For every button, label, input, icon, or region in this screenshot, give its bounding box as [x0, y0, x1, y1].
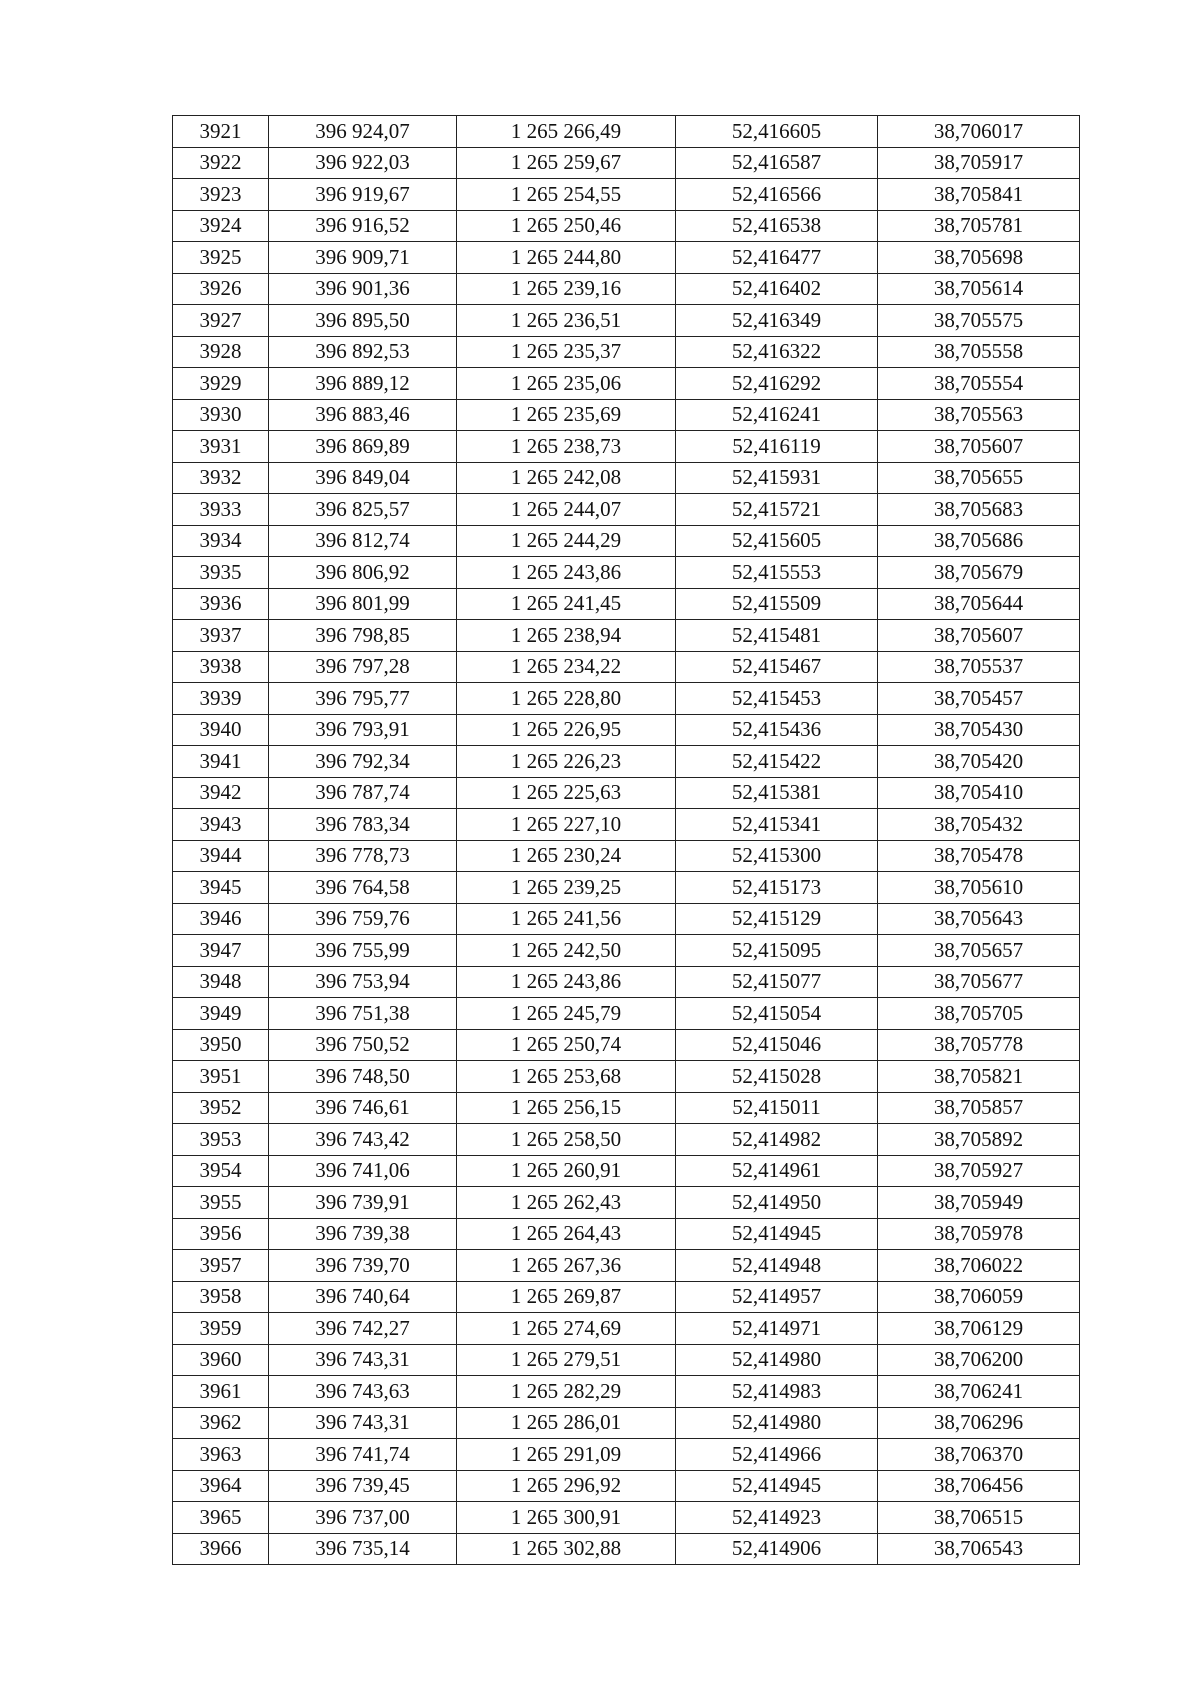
- longitude-cell: 38,705655: [878, 462, 1080, 494]
- table-row: [173, 1218, 1080, 1250]
- table-row: [173, 1187, 1080, 1219]
- latitude-cell: 52,414923: [676, 1502, 878, 1534]
- x-coordinate-cell: 396 739,45: [269, 1470, 457, 1502]
- table-row: [173, 1029, 1080, 1061]
- latitude-cell: 52,415481: [676, 620, 878, 652]
- longitude-cell: 38,705410: [878, 777, 1080, 809]
- x-coordinate-cell: 396 739,91: [269, 1187, 457, 1219]
- point-number-cell: 3950: [173, 1029, 269, 1061]
- latitude-cell: 52,414971: [676, 1313, 878, 1345]
- table-row: [173, 777, 1080, 809]
- latitude-cell: 52,416566: [676, 179, 878, 211]
- y-coordinate-cell: 1 265 250,46: [457, 210, 676, 242]
- point-number-cell: 3937: [173, 620, 269, 652]
- latitude-cell: 52,414966: [676, 1439, 878, 1471]
- x-coordinate-cell: 396 892,53: [269, 336, 457, 368]
- longitude-cell: 38,705563: [878, 399, 1080, 431]
- point-number-cell: 3952: [173, 1092, 269, 1124]
- y-coordinate-cell: 1 265 234,22: [457, 651, 676, 683]
- y-coordinate-cell: 1 265 258,50: [457, 1124, 676, 1156]
- latitude-cell: 52,415095: [676, 935, 878, 967]
- x-coordinate-cell: 396 801,99: [269, 588, 457, 620]
- point-number-cell: 3959: [173, 1313, 269, 1345]
- latitude-cell: 52,416587: [676, 147, 878, 179]
- latitude-cell: 52,415381: [676, 777, 878, 809]
- x-coordinate-cell: 396 922,03: [269, 147, 457, 179]
- y-coordinate-cell: 1 265 244,07: [457, 494, 676, 526]
- y-coordinate-cell: 1 265 256,15: [457, 1092, 676, 1124]
- table-row: [173, 273, 1080, 305]
- latitude-cell: 52,416538: [676, 210, 878, 242]
- longitude-cell: 38,706543: [878, 1533, 1080, 1565]
- x-coordinate-cell: 396 783,34: [269, 809, 457, 841]
- table-row: [173, 872, 1080, 904]
- table-row: [173, 1376, 1080, 1408]
- point-number-cell: 3931: [173, 431, 269, 463]
- x-coordinate-cell: 396 741,06: [269, 1155, 457, 1187]
- x-coordinate-cell: 396 737,00: [269, 1502, 457, 1534]
- longitude-cell: 38,705677: [878, 966, 1080, 998]
- x-coordinate-cell: 396 746,61: [269, 1092, 457, 1124]
- point-number-cell: 3945: [173, 872, 269, 904]
- x-coordinate-cell: 396 883,46: [269, 399, 457, 431]
- table-row: [173, 651, 1080, 683]
- point-number-cell: 3953: [173, 1124, 269, 1156]
- longitude-cell: 38,705705: [878, 998, 1080, 1030]
- longitude-cell: 38,705698: [878, 242, 1080, 274]
- longitude-cell: 38,706241: [878, 1376, 1080, 1408]
- longitude-cell: 38,705614: [878, 273, 1080, 305]
- x-coordinate-cell: 396 825,57: [269, 494, 457, 526]
- table-row: [173, 147, 1080, 179]
- x-coordinate-cell: 396 753,94: [269, 966, 457, 998]
- latitude-cell: 52,415422: [676, 746, 878, 778]
- longitude-cell: 38,706022: [878, 1250, 1080, 1282]
- longitude-cell: 38,705927: [878, 1155, 1080, 1187]
- longitude-cell: 38,705558: [878, 336, 1080, 368]
- point-number-cell: 3939: [173, 683, 269, 715]
- x-coordinate-cell: 396 812,74: [269, 525, 457, 557]
- point-number-cell: 3956: [173, 1218, 269, 1250]
- point-number-cell: 3962: [173, 1407, 269, 1439]
- y-coordinate-cell: 1 265 242,08: [457, 462, 676, 494]
- table-row: [173, 935, 1080, 967]
- longitude-cell: 38,705781: [878, 210, 1080, 242]
- point-number-cell: 3921: [173, 116, 269, 148]
- table-row: [173, 998, 1080, 1030]
- point-number-cell: 3928: [173, 336, 269, 368]
- x-coordinate-cell: 396 751,38: [269, 998, 457, 1030]
- x-coordinate-cell: 396 792,34: [269, 746, 457, 778]
- point-number-cell: 3925: [173, 242, 269, 274]
- point-number-cell: 3966: [173, 1533, 269, 1565]
- longitude-cell: 38,705420: [878, 746, 1080, 778]
- table-row: [173, 525, 1080, 557]
- x-coordinate-cell: 396 743,63: [269, 1376, 457, 1408]
- x-coordinate-cell: 396 750,52: [269, 1029, 457, 1061]
- table-row: [173, 809, 1080, 841]
- latitude-cell: 52,415509: [676, 588, 878, 620]
- point-number-cell: 3940: [173, 714, 269, 746]
- point-number-cell: 3957: [173, 1250, 269, 1282]
- latitude-cell: 52,414957: [676, 1281, 878, 1313]
- point-number-cell: 3955: [173, 1187, 269, 1219]
- longitude-cell: 38,705537: [878, 651, 1080, 683]
- table-row: [173, 1281, 1080, 1313]
- x-coordinate-cell: 396 806,92: [269, 557, 457, 589]
- y-coordinate-cell: 1 265 238,73: [457, 431, 676, 463]
- y-coordinate-cell: 1 265 245,79: [457, 998, 676, 1030]
- latitude-cell: 52,415453: [676, 683, 878, 715]
- y-coordinate-cell: 1 265 243,86: [457, 966, 676, 998]
- latitude-cell: 52,414945: [676, 1218, 878, 1250]
- longitude-cell: 38,705841: [878, 179, 1080, 211]
- latitude-cell: 52,416119: [676, 431, 878, 463]
- latitude-cell: 52,415553: [676, 557, 878, 589]
- table-row: [173, 116, 1080, 148]
- point-number-cell: 3943: [173, 809, 269, 841]
- x-coordinate-cell: 396 778,73: [269, 840, 457, 872]
- table-row: [173, 210, 1080, 242]
- table-row: [173, 1439, 1080, 1471]
- y-coordinate-cell: 1 265 264,43: [457, 1218, 676, 1250]
- point-number-cell: 3960: [173, 1344, 269, 1376]
- table-row: [173, 557, 1080, 589]
- table-row: [173, 305, 1080, 337]
- point-number-cell: 3964: [173, 1470, 269, 1502]
- point-number-cell: 3929: [173, 368, 269, 400]
- x-coordinate-cell: 396 916,52: [269, 210, 457, 242]
- x-coordinate-cell: 396 739,38: [269, 1218, 457, 1250]
- point-number-cell: 3963: [173, 1439, 269, 1471]
- table-row: [173, 620, 1080, 652]
- table-row: [173, 588, 1080, 620]
- latitude-cell: 52,414983: [676, 1376, 878, 1408]
- latitude-cell: 52,416241: [676, 399, 878, 431]
- latitude-cell: 52,416477: [676, 242, 878, 274]
- y-coordinate-cell: 1 265 225,63: [457, 777, 676, 809]
- x-coordinate-cell: 396 743,31: [269, 1407, 457, 1439]
- point-number-cell: 3958: [173, 1281, 269, 1313]
- point-number-cell: 3933: [173, 494, 269, 526]
- longitude-cell: 38,705978: [878, 1218, 1080, 1250]
- y-coordinate-cell: 1 265 260,91: [457, 1155, 676, 1187]
- x-coordinate-cell: 396 849,04: [269, 462, 457, 494]
- longitude-cell: 38,705607: [878, 431, 1080, 463]
- latitude-cell: 52,415028: [676, 1061, 878, 1093]
- table-row: [173, 1313, 1080, 1345]
- latitude-cell: 52,414982: [676, 1124, 878, 1156]
- longitude-cell: 38,705644: [878, 588, 1080, 620]
- table-row: [173, 840, 1080, 872]
- latitude-cell: 52,416605: [676, 116, 878, 148]
- y-coordinate-cell: 1 265 262,43: [457, 1187, 676, 1219]
- point-number-cell: 3947: [173, 935, 269, 967]
- longitude-cell: 38,705821: [878, 1061, 1080, 1093]
- longitude-cell: 38,705554: [878, 368, 1080, 400]
- latitude-cell: 52,415300: [676, 840, 878, 872]
- table-row: [173, 336, 1080, 368]
- table-row: [173, 179, 1080, 211]
- longitude-cell: 38,705430: [878, 714, 1080, 746]
- y-coordinate-cell: 1 265 291,09: [457, 1439, 676, 1471]
- x-coordinate-cell: 396 764,58: [269, 872, 457, 904]
- table-row: [173, 1344, 1080, 1376]
- table-row: [173, 1250, 1080, 1282]
- point-number-cell: 3949: [173, 998, 269, 1030]
- longitude-cell: 38,705610: [878, 872, 1080, 904]
- point-number-cell: 3948: [173, 966, 269, 998]
- latitude-cell: 52,415467: [676, 651, 878, 683]
- y-coordinate-cell: 1 265 269,87: [457, 1281, 676, 1313]
- point-number-cell: 3961: [173, 1376, 269, 1408]
- table-row: [173, 494, 1080, 526]
- y-coordinate-cell: 1 265 239,16: [457, 273, 676, 305]
- latitude-cell: 52,415054: [676, 998, 878, 1030]
- latitude-cell: 52,414950: [676, 1187, 878, 1219]
- x-coordinate-cell: 396 759,76: [269, 903, 457, 935]
- y-coordinate-cell: 1 265 235,37: [457, 336, 676, 368]
- y-coordinate-cell: 1 265 266,49: [457, 116, 676, 148]
- y-coordinate-cell: 1 265 254,55: [457, 179, 676, 211]
- point-number-cell: 3927: [173, 305, 269, 337]
- x-coordinate-cell: 396 901,36: [269, 273, 457, 305]
- longitude-cell: 38,705892: [878, 1124, 1080, 1156]
- longitude-cell: 38,706017: [878, 116, 1080, 148]
- table-row: [173, 399, 1080, 431]
- point-number-cell: 3936: [173, 588, 269, 620]
- y-coordinate-cell: 1 265 235,06: [457, 368, 676, 400]
- longitude-cell: 38,706515: [878, 1502, 1080, 1534]
- y-coordinate-cell: 1 265 228,80: [457, 683, 676, 715]
- y-coordinate-cell: 1 265 227,10: [457, 809, 676, 841]
- point-number-cell: 3944: [173, 840, 269, 872]
- latitude-cell: 52,416292: [676, 368, 878, 400]
- table-row: [173, 368, 1080, 400]
- longitude-cell: 38,706456: [878, 1470, 1080, 1502]
- y-coordinate-cell: 1 265 279,51: [457, 1344, 676, 1376]
- x-coordinate-cell: 396 919,67: [269, 179, 457, 211]
- x-coordinate-cell: 396 739,70: [269, 1250, 457, 1282]
- x-coordinate-cell: 396 889,12: [269, 368, 457, 400]
- table-row: [173, 1124, 1080, 1156]
- latitude-cell: 52,415605: [676, 525, 878, 557]
- point-number-cell: 3926: [173, 273, 269, 305]
- latitude-cell: 52,415341: [676, 809, 878, 841]
- point-number-cell: 3954: [173, 1155, 269, 1187]
- x-coordinate-cell: 396 735,14: [269, 1533, 457, 1565]
- y-coordinate-cell: 1 265 230,24: [457, 840, 676, 872]
- table-row: [173, 1407, 1080, 1439]
- y-coordinate-cell: 1 265 241,45: [457, 588, 676, 620]
- point-number-cell: 3938: [173, 651, 269, 683]
- y-coordinate-cell: 1 265 267,36: [457, 1250, 676, 1282]
- latitude-cell: 52,414980: [676, 1344, 878, 1376]
- longitude-cell: 38,705949: [878, 1187, 1080, 1219]
- table-row: [173, 1092, 1080, 1124]
- latitude-cell: 52,415011: [676, 1092, 878, 1124]
- y-coordinate-cell: 1 265 250,74: [457, 1029, 676, 1061]
- x-coordinate-cell: 396 742,27: [269, 1313, 457, 1345]
- latitude-cell: 52,415129: [676, 903, 878, 935]
- table-row: [173, 242, 1080, 274]
- table-row: [173, 683, 1080, 715]
- x-coordinate-cell: 396 748,50: [269, 1061, 457, 1093]
- longitude-cell: 38,705657: [878, 935, 1080, 967]
- x-coordinate-cell: 396 741,74: [269, 1439, 457, 1471]
- y-coordinate-cell: 1 265 236,51: [457, 305, 676, 337]
- table-row: [173, 903, 1080, 935]
- x-coordinate-cell: 396 869,89: [269, 431, 457, 463]
- point-number-cell: 3930: [173, 399, 269, 431]
- longitude-cell: 38,705457: [878, 683, 1080, 715]
- latitude-cell: 52,414948: [676, 1250, 878, 1282]
- longitude-cell: 38,705778: [878, 1029, 1080, 1061]
- y-coordinate-cell: 1 265 226,95: [457, 714, 676, 746]
- coordinates-table-body: [173, 116, 1080, 1565]
- point-number-cell: 3941: [173, 746, 269, 778]
- longitude-cell: 38,705432: [878, 809, 1080, 841]
- y-coordinate-cell: 1 265 259,67: [457, 147, 676, 179]
- y-coordinate-cell: 1 265 239,25: [457, 872, 676, 904]
- point-number-cell: 3965: [173, 1502, 269, 1534]
- y-coordinate-cell: 1 265 238,94: [457, 620, 676, 652]
- table-row: [173, 746, 1080, 778]
- latitude-cell: 52,416402: [676, 273, 878, 305]
- longitude-cell: 38,705607: [878, 620, 1080, 652]
- longitude-cell: 38,705857: [878, 1092, 1080, 1124]
- x-coordinate-cell: 396 743,31: [269, 1344, 457, 1376]
- longitude-cell: 38,706370: [878, 1439, 1080, 1471]
- point-number-cell: 3946: [173, 903, 269, 935]
- longitude-cell: 38,706296: [878, 1407, 1080, 1439]
- x-coordinate-cell: 396 924,07: [269, 116, 457, 148]
- longitude-cell: 38,705917: [878, 147, 1080, 179]
- y-coordinate-cell: 1 265 226,23: [457, 746, 676, 778]
- table-row: [173, 1155, 1080, 1187]
- y-coordinate-cell: 1 265 235,69: [457, 399, 676, 431]
- longitude-cell: 38,705683: [878, 494, 1080, 526]
- point-number-cell: 3922: [173, 147, 269, 179]
- coordinates-table: [172, 115, 1080, 1565]
- y-coordinate-cell: 1 265 282,29: [457, 1376, 676, 1408]
- x-coordinate-cell: 396 743,42: [269, 1124, 457, 1156]
- y-coordinate-cell: 1 265 243,86: [457, 557, 676, 589]
- table-row: [173, 462, 1080, 494]
- table-row: [173, 431, 1080, 463]
- longitude-cell: 38,706059: [878, 1281, 1080, 1313]
- latitude-cell: 52,414906: [676, 1533, 878, 1565]
- y-coordinate-cell: 1 265 253,68: [457, 1061, 676, 1093]
- latitude-cell: 52,416322: [676, 336, 878, 368]
- latitude-cell: 52,416349: [676, 305, 878, 337]
- longitude-cell: 38,706200: [878, 1344, 1080, 1376]
- x-coordinate-cell: 396 740,64: [269, 1281, 457, 1313]
- table-row: [173, 1061, 1080, 1093]
- x-coordinate-cell: 396 909,71: [269, 242, 457, 274]
- point-number-cell: 3934: [173, 525, 269, 557]
- point-number-cell: 3951: [173, 1061, 269, 1093]
- x-coordinate-cell: 396 787,74: [269, 777, 457, 809]
- longitude-cell: 38,705478: [878, 840, 1080, 872]
- point-number-cell: 3942: [173, 777, 269, 809]
- latitude-cell: 52,415931: [676, 462, 878, 494]
- point-number-cell: 3923: [173, 179, 269, 211]
- latitude-cell: 52,415436: [676, 714, 878, 746]
- longitude-cell: 38,706129: [878, 1313, 1080, 1345]
- latitude-cell: 52,414945: [676, 1470, 878, 1502]
- latitude-cell: 52,414961: [676, 1155, 878, 1187]
- table-row: [173, 1502, 1080, 1534]
- x-coordinate-cell: 396 798,85: [269, 620, 457, 652]
- latitude-cell: 52,414980: [676, 1407, 878, 1439]
- y-coordinate-cell: 1 265 302,88: [457, 1533, 676, 1565]
- point-number-cell: 3935: [173, 557, 269, 589]
- latitude-cell: 52,415077: [676, 966, 878, 998]
- longitude-cell: 38,705643: [878, 903, 1080, 935]
- x-coordinate-cell: 396 793,91: [269, 714, 457, 746]
- longitude-cell: 38,705575: [878, 305, 1080, 337]
- table-row: [173, 966, 1080, 998]
- y-coordinate-cell: 1 265 300,91: [457, 1502, 676, 1534]
- table-row: [173, 714, 1080, 746]
- y-coordinate-cell: 1 265 242,50: [457, 935, 676, 967]
- y-coordinate-cell: 1 265 244,29: [457, 525, 676, 557]
- y-coordinate-cell: 1 265 296,92: [457, 1470, 676, 1502]
- table-row: [173, 1533, 1080, 1565]
- longitude-cell: 38,705686: [878, 525, 1080, 557]
- latitude-cell: 52,415046: [676, 1029, 878, 1061]
- table-row: [173, 1470, 1080, 1502]
- x-coordinate-cell: 396 895,50: [269, 305, 457, 337]
- latitude-cell: 52,415721: [676, 494, 878, 526]
- y-coordinate-cell: 1 265 244,80: [457, 242, 676, 274]
- x-coordinate-cell: 396 795,77: [269, 683, 457, 715]
- y-coordinate-cell: 1 265 286,01: [457, 1407, 676, 1439]
- y-coordinate-cell: 1 265 241,56: [457, 903, 676, 935]
- latitude-cell: 52,415173: [676, 872, 878, 904]
- point-number-cell: 3924: [173, 210, 269, 242]
- x-coordinate-cell: 396 797,28: [269, 651, 457, 683]
- y-coordinate-cell: 1 265 274,69: [457, 1313, 676, 1345]
- longitude-cell: 38,705679: [878, 557, 1080, 589]
- x-coordinate-cell: 396 755,99: [269, 935, 457, 967]
- point-number-cell: 3932: [173, 462, 269, 494]
